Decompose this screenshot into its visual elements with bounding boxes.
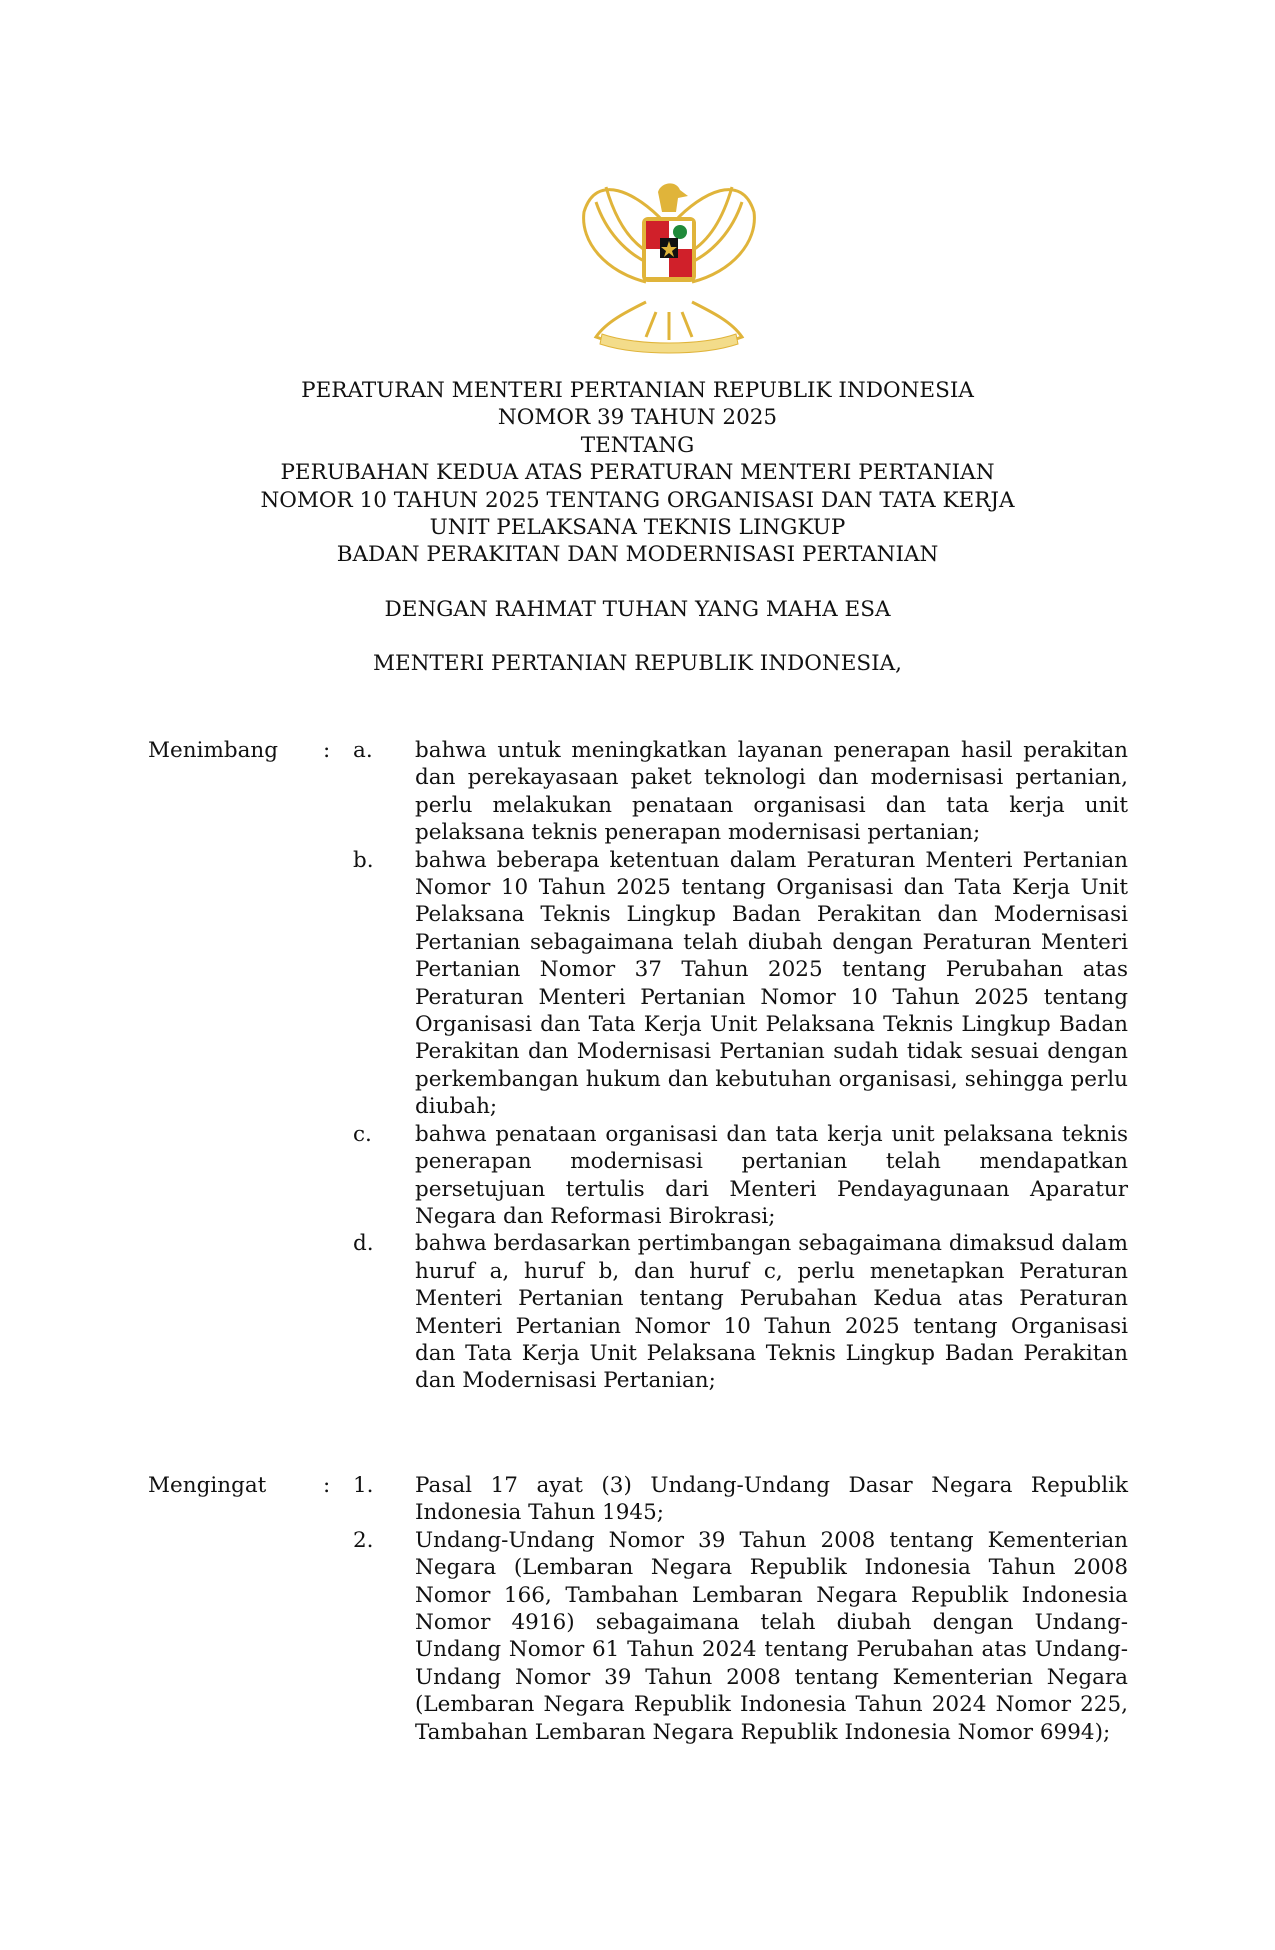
item-marker: 1. [353,1473,374,1498]
colon: : [323,1473,331,1498]
heading-line: BADAN PERAKITAN DAN MODERNISASI PERTANIAN [336,542,939,568]
garuda-emblem-icon [576,162,762,357]
heading-line: NOMOR 39 TAHUN 2025 [497,405,778,431]
colon: : [323,738,331,763]
item-marker: b. [353,847,374,873]
item-text: bahwa penataan organisasi dan tata kerja unit pelaksana teknis penerapan modernisasi pertanian telah mendapatkan persetujuan tertulis dari Menteri Pendayagunaan Aparatur Negara dan Reformasi Birokrasi; [415,1121,1128,1229]
minister-line: MENTERI PERTANIAN REPUBLIK INDONESIA, [372,651,903,677]
section-label: Menimbang [148,738,279,763]
item-text: Pasal 17 ayat (3) Undang-Undang Dasar Negara Republik Indonesia Tahun 1945; [415,1473,1128,1526]
section-label: Mengingat [148,1473,267,1498]
item-text: Undang-Undang Nomor 39 Tahun 2008 tentang Kementerian Negara (Lembaran Negara Republik Indonesia Tahun 2008 Nomor 166, Tambahan Lembaran Negara Republik Indonesia Nomor 4916) sebagaimana telah diubah dengan Undang-Undang Nomor 61 Tahun 2024 tentang Perubahan atas Undang-Undang Nomor 39 Tahun 2008 tentang Kementerian Negara (Lembaran Negara Republik Indonesia Tahun 2024 Nomor 225, Tambahan Lembaran Negara Republik Indonesia Nomor 6994); [415,1527,1128,1745]
menimbang-section [148,737,1128,1395]
item-text: bahwa beberapa ketentuan dalam Peraturan Menteri Pertanian Nomor 10 Tahun 2025 tentang Organisasi dan Tata Kerja Unit Pelaksana Teknis Lingkup Badan Perakitan dan Modernisasi Pertanian sebagaimana telah diubah dengan Peraturan Menteri Pertanian Nomor 37 Tahun 2025 tentang Perubahan atas Peraturan Menteri Pertanian Nomor 10 Tahun 2025 tentang Organisasi dan Tata Kerja Unit Pelaksana Teknis Lingkup Badan Perakitan dan Modernisasi Pertanian sudah tidak sesuai dengan perkembangan hukum dan kebutuhan organisasi, sehingga perlu diubah; [415,847,1128,1120]
item-marker: c. [353,1121,372,1147]
heading-line: PERUBAHAN KEDUA ATAS PERATURAN MENTERI PERTANIAN [280,460,995,486]
item-marker: a. [353,738,373,763]
heading-line: UNIT PELAKSANA TEKNIS LINGKUP [429,515,846,541]
mengingat-section [148,1472,1128,1746]
item-marker: 2. [353,1527,374,1553]
document-heading [0,377,1275,678]
heading-line: NOMOR 10 TAHUN 2025 TENTANG ORGANISASI DAN TATA KERJA [260,487,1015,513]
heading-line: TENTANG [580,432,695,458]
item-text: bahwa berdasarkan pertimbangan sebagaimana dimaksud dalam huruf a, huruf b, dan huruf c, perlu menetapkan Peraturan Menteri Pertanian tentang Perubahan Kedua atas Peraturan Menteri Pertanian Nomor 10 Tahun 2025 tentang Organisasi dan Tata Kerja Unit Pelaksana Teknis Lingkup Badan Perakitan dan Modernisasi Pertanian; [415,1231,1128,1394]
item-text: bahwa untuk meningkatkan layanan penerapan hasil perakitan dan perekayasaan paket teknologi dan modernisasi pertanian, perlu melakukan penataan organisasi dan tata kerja unit pelaksana teknis penerapan modernisasi pertanian; [415,738,1128,846]
item-marker: d. [353,1231,374,1257]
heading-line: PERATURAN MENTERI PERTANIAN REPUBLIK INDONESIA [301,378,974,403]
blessing-line: DENGAN RAHMAT TUHAN YANG MAHA ESA [384,596,891,622]
